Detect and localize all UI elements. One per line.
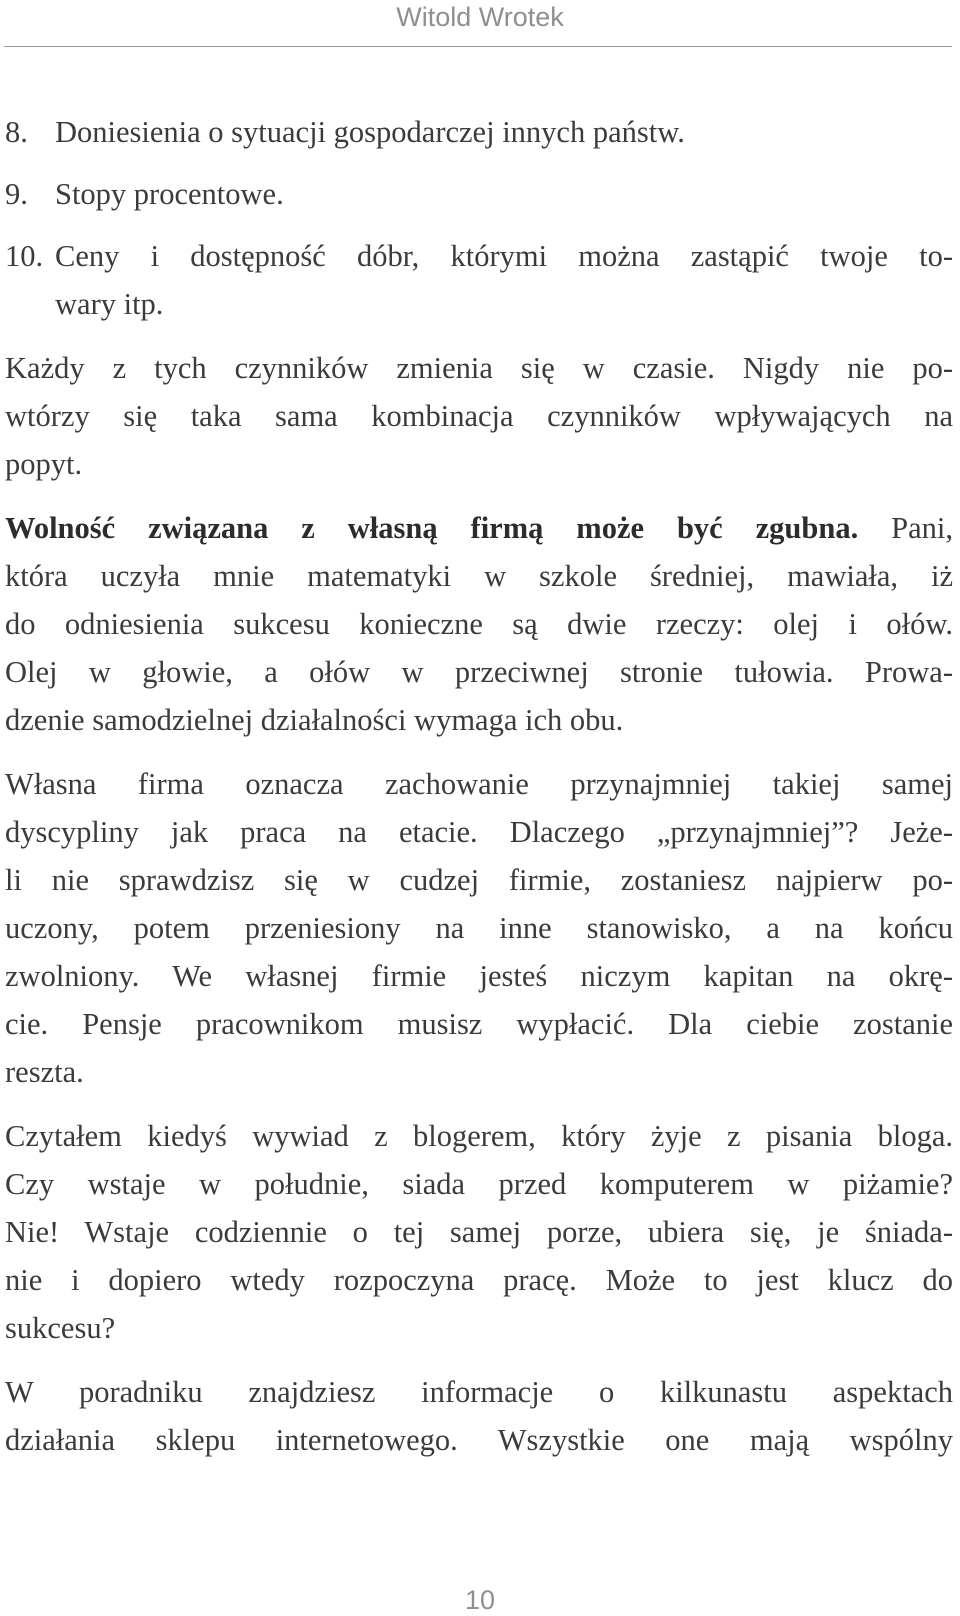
paragraph-line: zwolniony. We własnej firmie jesteś niczym kapitan na okrę-: [5, 959, 953, 993]
paragraph-line: wtórzy się taka sama kombinacja czynników wpływających na: [5, 399, 953, 433]
numbered-list: [5, 108, 953, 328]
paragraph-line: Nie! Wstaje codziennie o tej samej porze, ubiera się, je śniada-: [5, 1215, 953, 1249]
paragraph: [5, 1112, 953, 1352]
page-number: 10: [464, 1585, 496, 1615]
list-item: [5, 232, 953, 280]
paragraph-line: która uczyła mnie matematyki w szkole średniej, mawiała, iż: [5, 559, 953, 593]
list-item-text: Stopy procentowe.: [55, 177, 284, 211]
paragraph-line: reszta.: [5, 1055, 84, 1089]
paragraph-line: działania sklepu internetowego. Wszystkie one mają wspólny: [5, 1423, 953, 1457]
lead-line-rest: Pani,: [858, 511, 953, 545]
header-rule: [4, 46, 952, 47]
list-item-continuation: wary itp.: [55, 287, 164, 321]
running-head-author: Witold Wrotek: [396, 2, 564, 32]
paragraph: [5, 504, 953, 744]
paragraph-line: cie. Pensje pracownikom musisz wypłacić. Dla ciebie zostanie: [5, 1007, 953, 1041]
list-item-number: 8.: [5, 115, 28, 149]
paragraph-line: sukcesu?: [5, 1311, 116, 1345]
paragraph-line: W poradniku znajdziesz informacje o kilkunastu aspektach: [5, 1375, 953, 1409]
paragraph-line: nie i dopiero wtedy rozpoczyna pracę. Może to jest klucz do: [5, 1263, 953, 1297]
paragraph-line: Każdy z tych czynników zmienia się w czasie. Nigdy nie po-: [5, 351, 953, 385]
paragraph-lead-line: [5, 504, 953, 552]
list-item-number: 10.: [5, 239, 44, 273]
paragraph-line: dyscypliny jak praca na etacie. Dlaczego „przynajmniej”? Jeże-: [5, 815, 953, 849]
list-item-text: Ceny i dostępność dóbr, którymi można zastąpić twoje to-: [55, 239, 953, 273]
paragraph: [5, 760, 953, 1096]
paragraph-line: do odniesienia sukcesu konieczne są dwie rzeczy: olej i ołów.: [5, 607, 953, 641]
list-item-number: 9.: [5, 177, 28, 211]
paragraph-line: Olej w głowie, a ołów w przeciwnej stronie tułowia. Prowa-: [5, 655, 953, 689]
paragraph: [5, 344, 953, 488]
list-item: [5, 108, 953, 156]
bold-lead-sentence: Wolność związana z własną firmą może być zgubna.: [5, 511, 859, 545]
paragraph-line: popyt.: [5, 447, 83, 481]
paragraph-line: dzenie samodzielnej działalności wymaga ich obu.: [5, 703, 624, 737]
paragraph-line: Czytałem kiedyś wywiad z blogerem, który żyje z pisania bloga.: [5, 1119, 953, 1153]
list-item-text: Doniesienia o sytuacji gospodarczej innych państw.: [55, 115, 685, 149]
paragraph-line: Własna firma oznacza zachowanie przynajmniej takiej samej: [5, 767, 953, 801]
paragraph: [5, 1368, 953, 1464]
page-body: [5, 108, 953, 1464]
paragraph-line: uczony, potem przeniesiony na inne stanowisko, a na końcu: [5, 911, 953, 945]
list-item: [5, 170, 953, 218]
paragraph-line: li nie sprawdzisz się w cudzej firmie, zostaniesz najpierw po-: [5, 863, 953, 897]
paragraph-line: Czy wstaje w południe, siada przed komputerem w piżamie?: [5, 1167, 953, 1201]
